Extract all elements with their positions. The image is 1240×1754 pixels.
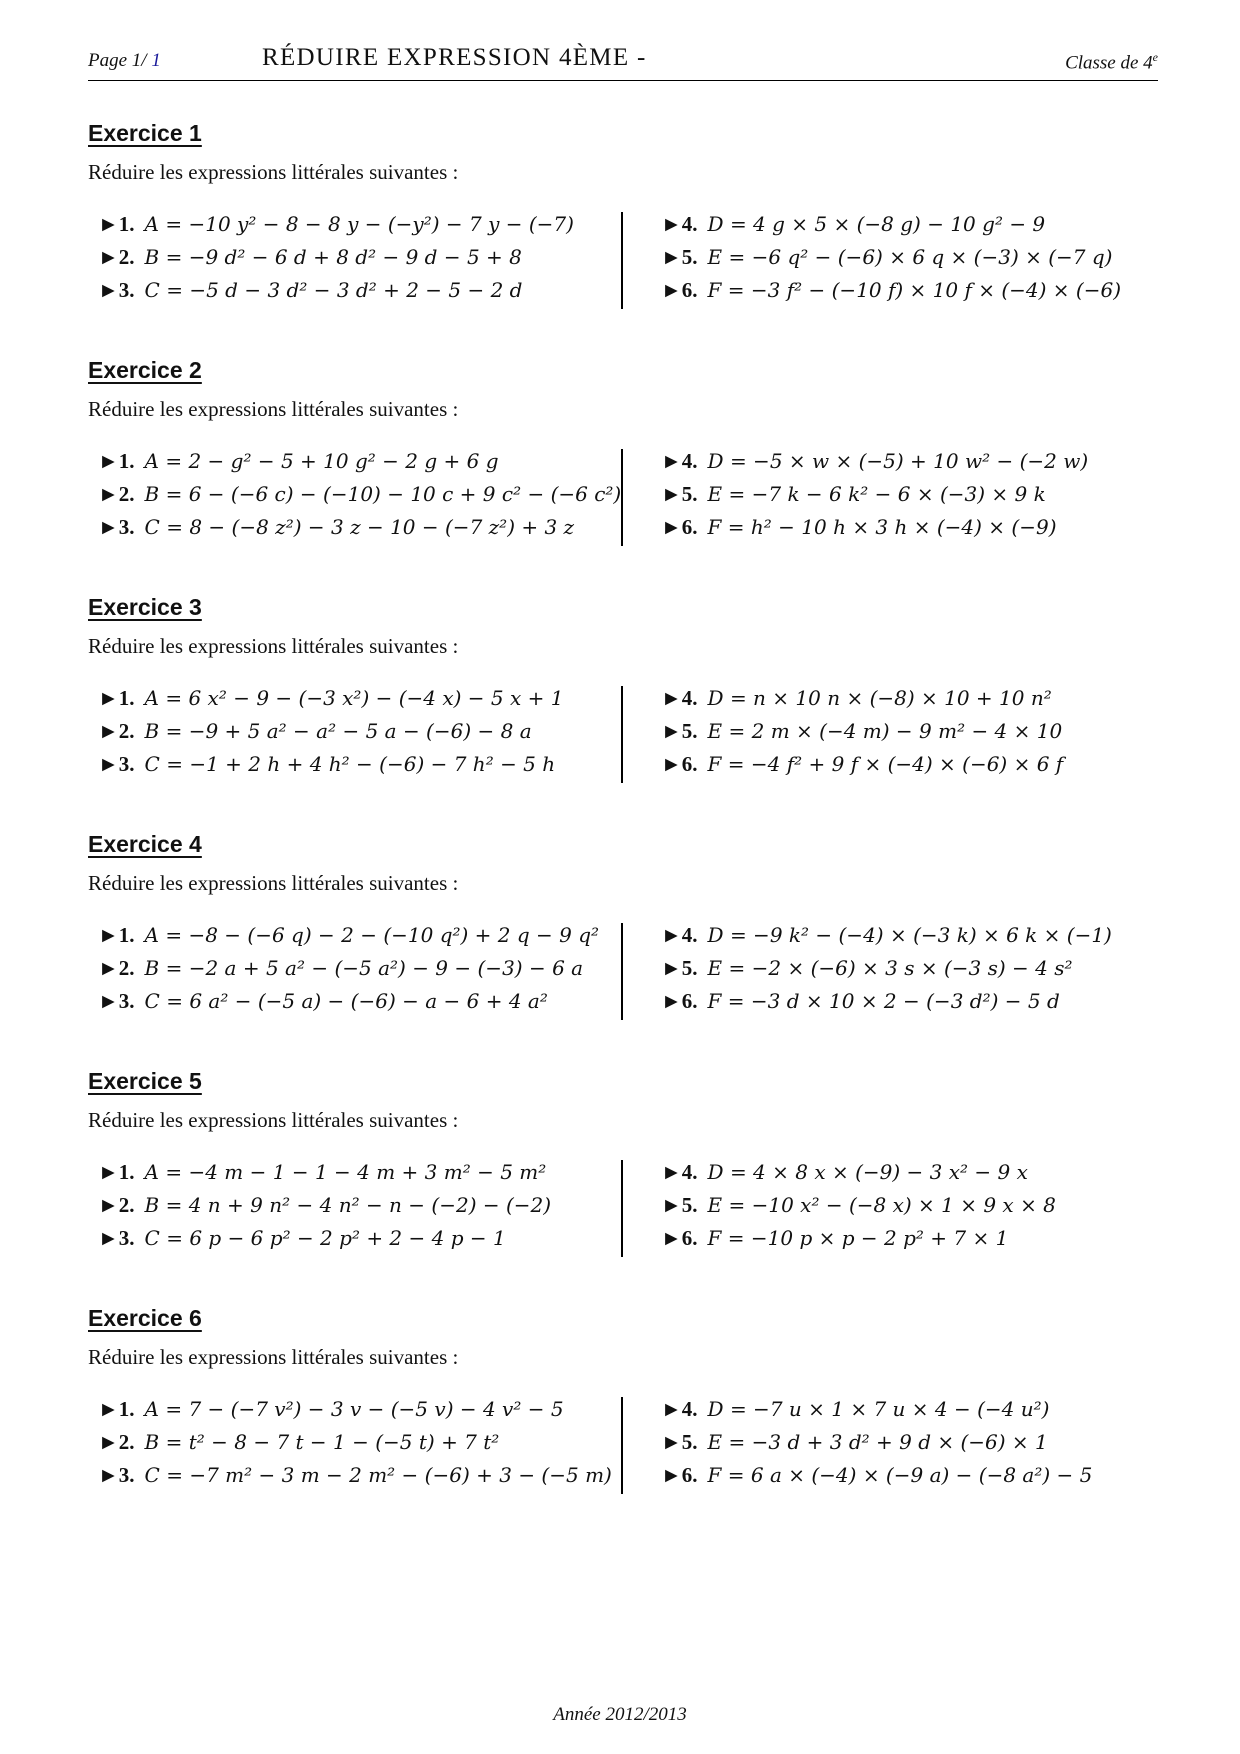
expression-item: ►1. A = 7 − (−7 v²) − 3 v − (−5 v) − 4 v² − 5 [98, 1397, 564, 1421]
expression-item: ►3. C = 6 p − 6 p² − 2 p² + 2 − 4 p − 1 [98, 1226, 506, 1250]
right-column [661, 445, 1088, 544]
column-separator [621, 923, 623, 1020]
column-separator [621, 1160, 623, 1257]
left-column [98, 919, 599, 1018]
left-column [98, 682, 563, 781]
exercise-title: Exercice 1 [88, 120, 202, 146]
expression-item: ►6. F = 6 a × (−4) × (−9 a) − (−8 a²) − 5 [661, 1463, 1093, 1487]
expression-item: ►4. D = −5 × w × (−5) + 10 w² − (−2 w) [661, 449, 1089, 473]
exercise-title: Exercice 2 [88, 357, 202, 383]
expression-item: ►2. B = 6 − (−6 c) − (−10) − 10 c + 9 c² − (−6 c²) [98, 482, 622, 506]
expression-item: ►3. C = −7 m² − 3 m − 2 m² − (−6) + 3 − (−5 m) [98, 1463, 612, 1487]
page-current-link[interactable]: 1 [151, 50, 161, 71]
column-separator [621, 1397, 623, 1494]
right-column [661, 208, 1121, 307]
expression-item: ►5. E = −2 × (−6) × 3 s × (−3 s) − 4 s² [661, 956, 1073, 980]
expression-item: ►2. B = −9 + 5 a² − a² − 5 a − (−6) − 8 a [98, 719, 532, 743]
expression-item: ►5. E = −10 x² − (−8 x) × 1 × 9 x × 8 [661, 1193, 1056, 1217]
expression-item: ►4. D = 4 g × 5 × (−8 g) − 10 g² − 9 [661, 212, 1046, 236]
exercise-instruction: Réduire les expressions littérales suivantes : [88, 634, 459, 658]
expression-item: ►1. A = 2 − g² − 5 + 10 g² − 2 g + 6 g [98, 449, 499, 473]
right-column [661, 919, 1112, 1018]
exercise-title: Exercice 6 [88, 1305, 202, 1331]
expression-item: ►6. F = h² − 10 h × 3 h × (−4) × (−9) [661, 515, 1057, 539]
exercise-title: Exercice 3 [88, 594, 202, 620]
expression-item: ►3. C = −1 + 2 h + 4 h² − (−6) − 7 h² − 5 h [98, 752, 556, 776]
left-column [98, 445, 621, 544]
exercise-instruction: Réduire les expressions littérales suivantes : [88, 397, 459, 421]
expression-item: ►4. D = n × 10 n × (−8) × 10 + 10 n² [661, 686, 1052, 710]
expression-item: ►6. F = −3 f² − (−10 f) × 10 f × (−4) × (−6) [661, 278, 1122, 302]
expression-item: ►3. C = −5 d − 3 d² − 3 d² + 2 − 5 − 2 d [98, 278, 523, 302]
right-column [661, 1156, 1056, 1255]
expression-item: ►1. A = −8 − (−6 q) − 2 − (−10 q²) + 2 q − 9 q² [98, 923, 600, 947]
class-label: Classe de 4e [1065, 50, 1158, 74]
expression-item: ►4. D = −7 u × 1 × 7 u × 4 − (−4 u²) [661, 1397, 1050, 1421]
column-separator [621, 212, 623, 309]
expression-item: ►2. B = −9 d² − 6 d + 8 d² − 9 d − 5 + 8 [98, 245, 522, 269]
expression-item: ►2. B = t² − 8 − 7 t − 1 − (−5 t) + 7 t² [98, 1430, 500, 1454]
document-title: RÉDUIRE EXPRESSION 4ÈME - [262, 44, 647, 71]
expression-item: ►5. E = −6 q² − (−6) × 6 q × (−3) × (−7 q) [661, 245, 1113, 269]
column-separator [621, 686, 623, 783]
page-footer: Année 2012/2013 [553, 1704, 687, 1725]
right-column [661, 682, 1063, 781]
left-column [98, 208, 574, 307]
expression-item: ►1. A = −4 m − 1 − 1 − 4 m + 3 m² − 5 m² [98, 1160, 547, 1184]
expression-item: ►3. C = 8 − (−8 z²) − 3 z − 10 − (−7 z²) + 3 z [98, 515, 575, 539]
column-separator [621, 449, 623, 546]
exercise-instruction: Réduire les expressions littérales suivantes : [88, 1345, 459, 1369]
expression-item: ►5. E = −3 d + 3 d² + 9 d × (−6) × 1 [661, 1430, 1048, 1454]
page-header [88, 44, 1158, 81]
expression-item: ►5. E = −7 k − 6 k² − 6 × (−3) × 9 k [661, 482, 1046, 506]
expression-item: ►2. B = 4 n + 9 n² − 4 n² − n − (−2) − (−2) [98, 1193, 552, 1217]
expression-item: ►1. A = −10 y² − 8 − 8 y − (−y²) − 7 y − (−7) [98, 212, 574, 236]
left-column [98, 1393, 612, 1492]
exercise-title: Exercice 4 [88, 831, 202, 857]
expression-item: ►4. D = 4 × 8 x × (−9) − 3 x² − 9 x [661, 1160, 1028, 1184]
exercise-instruction: Réduire les expressions littérales suivantes : [88, 160, 459, 184]
exercise-instruction: Réduire les expressions littérales suivantes : [88, 1108, 459, 1132]
exercise-title: Exercice 5 [88, 1068, 202, 1094]
expression-item: ►6. F = −3 d × 10 × 2 − (−3 d²) − 5 d [661, 989, 1060, 1013]
left-column [98, 1156, 551, 1255]
expression-item: ►3. C = 6 a² − (−5 a) − (−6) − a − 6 + 4 a² [98, 989, 548, 1013]
expression-item: ►2. B = −2 a + 5 a² − (−5 a²) − 9 − (−3) − 6 a [98, 956, 584, 980]
expression-item: ►6. F = −4 f² + 9 f × (−4) × (−6) × 6 f [661, 752, 1064, 776]
expression-item: ►4. D = −9 k² − (−4) × (−3 k) × 6 k × (−1) [661, 923, 1112, 947]
right-column [661, 1393, 1092, 1492]
exercise-instruction: Réduire les expressions littérales suivantes : [88, 871, 459, 895]
expression-item: ►6. F = −10 p × p − 2 p² + 7 × 1 [661, 1226, 1009, 1250]
page-number: Page 1/ 1 [88, 50, 161, 71]
expression-item: ►5. E = 2 m × (−4 m) − 9 m² − 4 × 10 [661, 719, 1063, 743]
expression-item: ►1. A = 6 x² − 9 − (−3 x²) − (−4 x) − 5 x + 1 [98, 686, 564, 710]
